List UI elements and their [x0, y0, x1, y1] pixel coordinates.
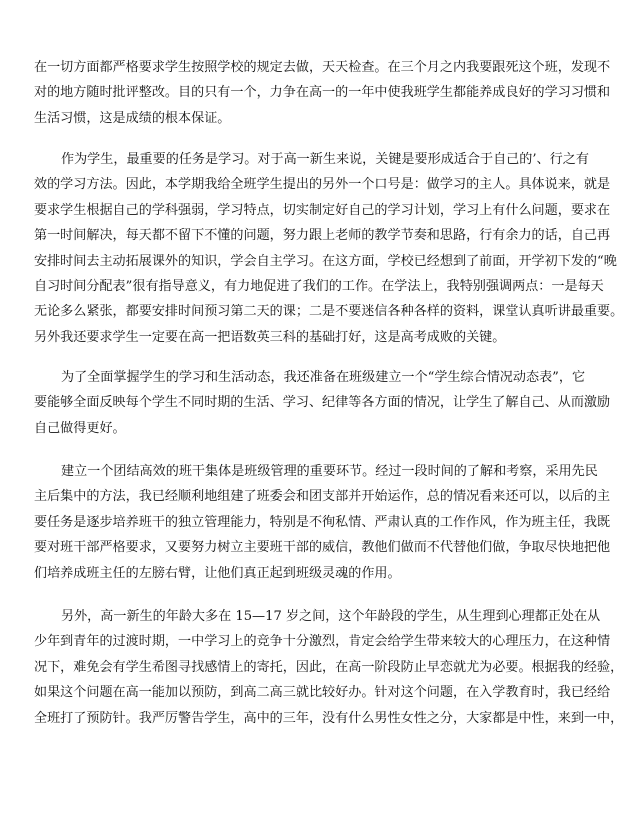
text-line: 作为学生，最重要的任务是学习。对于高一新生来说，关键是要形成适合于自己的’、行之有 — [61, 152, 589, 167]
paragraph — [34, 459, 611, 586]
paragraph — [34, 147, 623, 350]
text-line: 在一切方面都严格要求学生按照学校的规定去做，天天检查。在三个月之内我要跟死这个班，发现不 — [34, 60, 611, 75]
text-line: 要对班干部严格要求，又要努力树立主要班干部的威信，教他们做而不代替他们做，争取尽快地把他 — [34, 540, 611, 556]
paragraph — [34, 604, 623, 731]
text-line: 生活习惯，这是成绩的根本保证。 — [34, 110, 231, 126]
text-line: 自己做得更好。 — [34, 420, 126, 436]
text-line: 无论多么紧张，都要安排时间预习第二天的课；二是不要迷信各种各样的资料，课堂认真听讲最重要。 — [34, 304, 623, 320]
text-line: 全班打了预防针。我严厉警告学生，高中的三年，没有什么男性女性之分，大家都是中性，来到一中， — [34, 710, 623, 726]
paragraph — [34, 365, 611, 441]
text-line: 安排时间去主动拓展课外的知识，学会自主学习。在这方面，学校已经想到了前面，开学初下发的“晚 — [34, 253, 617, 269]
text-line: 另外，高一新生的年龄大多在 15—17 岁之间，这个年龄段的学生，从生理到心理都正处在从 — [61, 609, 601, 624]
text-line: 另外我还要求学生一定要在高一把语数英三科的基础打好，这是高考成败的关键。 — [34, 329, 506, 345]
text-line: 如果这个问题在高一能加以预防，到高二高三就比较好办。针对这个问题，在入学教育时，我已经给 — [34, 685, 611, 701]
text-line: 要任务是逐步培养班干的独立管理能力，特别是不徇私情、严肃认真的工作作风，作为班主任，我既 — [34, 514, 611, 530]
text-line: 要求学生根据自己的学科强弱，学习特点，切实制定好自己的学习计划，学习上有什么问题，要求在 — [34, 202, 611, 218]
text-line: 为了全面掌握学生的学习和生活动态，我还准备在班级建立一个“学生综合情况动态表”，它 — [61, 370, 586, 385]
text-line: 们培养成班主任的左膀右臂，让他们真正起到班级灵魂的作用。 — [34, 565, 401, 581]
text-line: 第一时间解决，每天都不留下不懂的问题，努力跟上老师的教学节奏和思路，行有余力的话，自己再 — [34, 228, 611, 244]
text-line: 要能够全面反映每个学生不同时期的生活、学习、纪律等各方面的情况，让学生了解自己、从而激励 — [34, 395, 611, 411]
text-line: 少年到青年的过渡时期，一中学习上的竞争十分激烈，肯定会给学生带来较大的心理压力，在这种情 — [34, 634, 611, 650]
text-line: 自习时间分配表”很有指导意义，有力地促进了我们的工作。在学法上，我特别强调两点：一是每天 — [34, 278, 604, 294]
text-line: 主后集中的方法，我已经顺利地组建了班委会和团支部并开始运作，总的情况看来还可以，以后的主 — [34, 489, 611, 505]
text-line: 对的地方随时批评整改。目的只有一个，力争在高一的一年中使我班学生都能养成良好的学习习惯和 — [34, 85, 611, 101]
text-line: 况下，难免会有学生希图寻找感情上的寄托，因此，在高一阶段防止早恋就尤为必要。根据我的经验， — [34, 659, 623, 675]
paragraph — [34, 55, 611, 131]
text-line: 效的学习方法。因此，本学期我给全班学生提出的另外一个口号是：做学习的主人。具体说来，就是 — [34, 177, 611, 193]
text-line: 建立一个团结高效的班干集体是班级管理的重要环节。经过一段时间的了解和考察，采用先民 — [61, 464, 598, 479]
